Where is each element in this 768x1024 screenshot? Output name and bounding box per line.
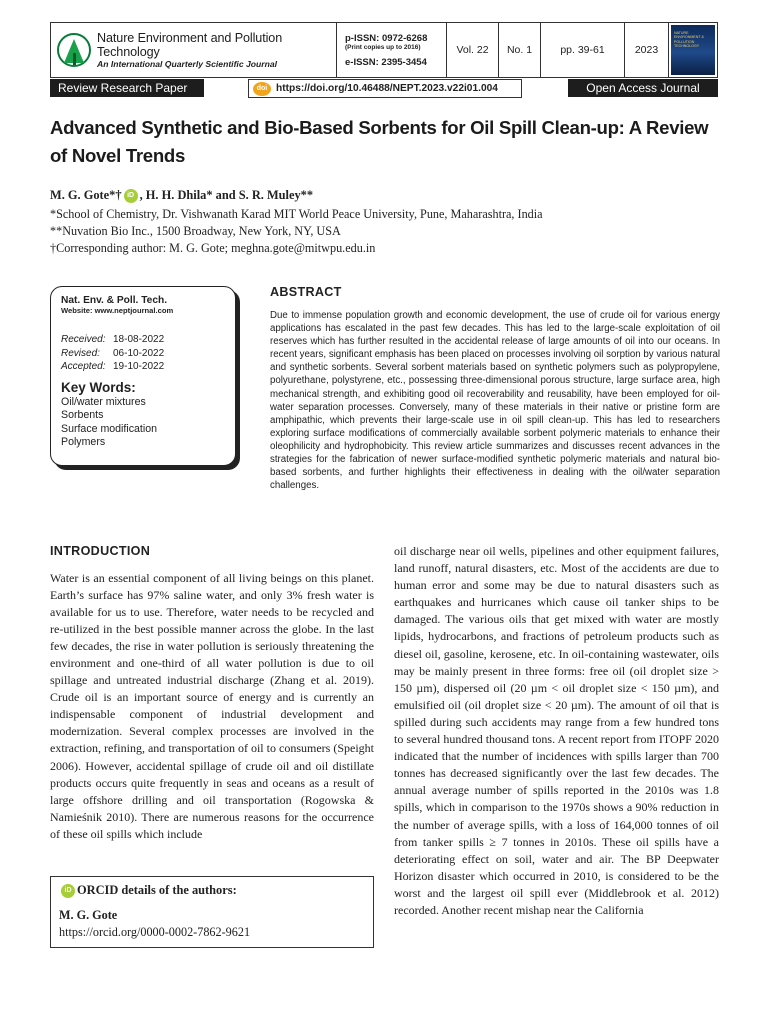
page-range: pp. 39-61: [541, 23, 625, 77]
journal-brand: [51, 23, 337, 77]
affiliation-1: *School of Chemistry, Dr. Vishwanath Karad MIT World Peace University, Pune, Maharashtra, India: [50, 207, 543, 221]
body-column-right: oil discharge near oil wells, pipelines and other equipment failures, land runoff, natural disasters, etc. Most of the accidents are due to human error and some may be due to natural disasters such as earthquakes and hurricanes which cause oil tanker ships to be damaged. The various oils that get mixed with water are mostly lipids, hydrocarbons, and fractions of petroleum products such as diesel oil, gasoline, kerosene, etc. In oil-containing wastewater, oils may be mainly present in three forms: free oil (oil droplet size > 150 µm), dispersed oil (20 µm < oil droplet size < 150 µm), and emulsified oil (oil droplet size < 20 µm). The amount of oil that is spilled during such accidents may range from a few hundred tons to several hundred thousand tons. A recent report from ITOPF 2020 indicated that the number of incidences with spills larger than 700 tonnes has decreased significantly over the last few decades. The annual average number of spills reported in the 2010s was 1.8 spills, which in comparison to the 1970s shows a 90% reduction in the number of average spills, with a loss of 164,000 tonnes of oil from tanker spills ≥ 7 tonnes in 2010s. These oil spills have a deteriorating effect on soil, water and air. The BP Deepwater Horizon disaster which occurred in 2010, is considered to be the worst and the largest oil spill ever (Middlebrook et al. 2012) recorded. Another recent mishap near the California: [394, 544, 719, 917]
info-website: Website: www.neptjournal.com: [61, 306, 174, 315]
keyword-item: Surface modification: [61, 422, 157, 435]
author-line: [50, 188, 313, 203]
cover-title: NATURE ENVIRONMENT & POLLUTION TECHNOLOGY: [674, 31, 704, 48]
journal-cover-thumbnail: [669, 23, 717, 77]
article-type-badge: Review Research Paper: [50, 79, 204, 97]
affiliation-2: **Nuvation Bio Inc., 1500 Broadway, New York, NY, USA: [50, 224, 341, 238]
doi-link[interactable]: [248, 79, 522, 98]
body-column-left: Water is an essential component of all living beings on this planet. Earth’s surface has 97% saline water, and only 3% fresh water is available for us to use. Therefore, water needs to be recycled and re-utilized in the best possible manner across the globe. In the last few decades, the rise in water pollution is seriously threatening the environment and one-third of all water pollution is due to oil spillage and untreated industrial discharge (Zhang et al. 2019). Crude oil is an important source of energy and is currently an indispensable component of industrial development and modernization. Several complex processes are involved in the extraction, refining, and transportation of oil to consumers (Speight 2006). However, accidental spillage of crude oil and oil distillate products occurs quite frequently in seas and oceans as a result of large offshore drilling and oil transportation (Rogowska & Namieśnik 2010). There are numerous reasons for the occurrence of these oil spills which include: [50, 571, 374, 841]
keywords-title: Key Words:: [61, 379, 136, 395]
doi-icon: doi: [253, 82, 271, 96]
author-primary: M. G. Gote*†: [50, 188, 122, 202]
orcid-icon: iD: [61, 884, 75, 898]
abstract-heading: ABSTRACT: [270, 285, 342, 299]
volume: Vol. 22: [447, 23, 499, 77]
orcid-icon[interactable]: iD: [124, 189, 138, 203]
p-issn-note: (Print copies up to 2016): [345, 43, 421, 51]
doi-url[interactable]: https://doi.org/10.46488/NEPT.2023.v22i01.004: [276, 83, 498, 94]
journal-logo-icon: [57, 33, 91, 67]
keyword-item: Sorbents: [61, 409, 104, 421]
orcid-author-name: M. G. Gote: [59, 908, 118, 922]
journal-name: Nature Environment and Pollution Technology: [97, 30, 283, 60]
e-issn: e-ISSN: 2395-3454: [345, 56, 427, 68]
corresponding-author: †Corresponding author: M. G. Gote; meghna.gote@mitwpu.edu.in: [50, 241, 376, 255]
journal-subtitle: An International Quarterly Scientific Journal: [97, 58, 278, 69]
journal-header: [50, 22, 718, 78]
p-issn: p-ISSN: 0972-6268: [345, 32, 428, 44]
issue-number: No. 1: [499, 23, 541, 77]
orcid-heading: ORCID details of the authors:: [77, 883, 237, 897]
open-access-badge: Open Access Journal: [568, 79, 718, 97]
accepted-date: Accepted: 19-10-2022: [61, 361, 165, 372]
orcid-link[interactable]: https://orcid.org/0000-0002-7862-9621: [59, 925, 251, 939]
introduction-heading: INTRODUCTION: [50, 544, 151, 558]
revised-date: Revised: 06-10-2022: [61, 347, 165, 359]
keyword-item: Oil/water mixtures: [61, 395, 146, 408]
issn-cell: [337, 23, 447, 77]
article-title: Advanced Synthetic and Bio-Based Sorbents for Oil Spill Clean-up: A Review of Novel Trends: [50, 117, 709, 166]
article-info-box: [50, 286, 236, 466]
author-others: , H. H. Dhila* and S. R. Muley**: [139, 188, 314, 202]
received-date: Received: 18-08-2022: [61, 334, 165, 345]
info-journal: Nat. Env. & Poll. Tech.: [61, 295, 168, 306]
abstract-text: Due to immense population growth and economic development, the use of crude oil for various energy applications has escalated in the past few decades. This has led to the large-scale exploitation of oil reserves which has further resulted in the accidental release of large amounts of oil into our oceans. In recent years, significant emphasis has been placed on processes involving oil sorption by various natural and synthetic sorbents. Several sorbent materials based on synthetic polymers such as polypropylene, polyurethane, polystyrene, etc., possessing three-dimensional porous structure, large surface area, high mechanical strength, and exhibiting good oil recoverability and reusability, have been employed for oil-water separation processes. Conversely, many of these materials in their native or pristine form are amphipathic, which prevents their large-scale use in oil spill clean-up. This has led to researchers exploring surface modifications of commercially available sorbent polymeric materials to enhance their oleophilicity and hydrophobicity. This review article summarizes and discusses recent advances in the strategies for the fabrication of newer surface-modified synthetic polymeric materials and natural bio-based sorbents, and further highlights their effectiveness in dealing with the oil/water separation challenges.: [270, 310, 720, 492]
keyword-item: Polymers: [61, 436, 106, 448]
orcid-details-box: [50, 876, 374, 948]
year: 2023: [625, 23, 669, 77]
